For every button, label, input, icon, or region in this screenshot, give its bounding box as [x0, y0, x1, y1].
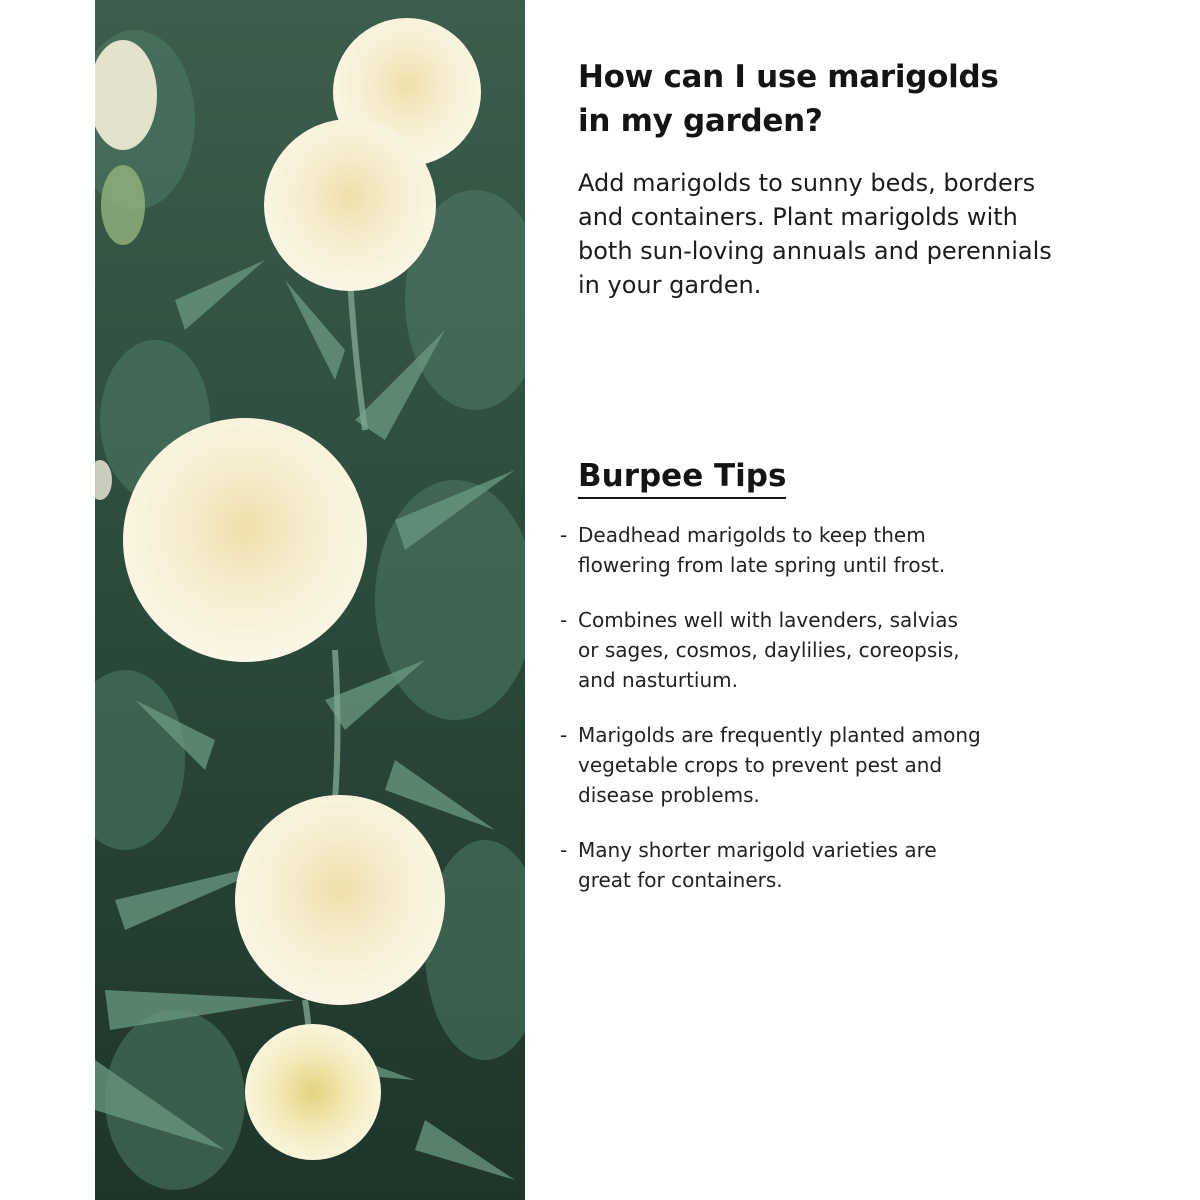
tip-bullet: - [560, 838, 568, 862]
tip-line: disease problems. [578, 783, 760, 807]
intro-line: and containers. Plant marigolds with [578, 203, 1018, 231]
marigold-flowers-image [95, 0, 525, 1200]
marigold-bloom-large [123, 418, 367, 662]
intro-line: in your garden. [578, 271, 762, 299]
marigold-photo [95, 0, 525, 1200]
title-line-2: in my garden? [578, 103, 823, 139]
tip-item [560, 720, 1120, 810]
tip-bullet: - [560, 608, 568, 632]
marigold-bloom-lower [235, 795, 445, 1005]
tip-bullet: - [560, 523, 568, 547]
tip-item [560, 605, 1120, 695]
tip-line: Marigolds are frequently planted among [578, 723, 981, 747]
intro-line: Add marigolds to sunny beds, borders [578, 169, 1036, 197]
tip-line: Deadhead marigolds to keep them [578, 523, 926, 547]
tips-list [560, 520, 1120, 895]
text-panel [560, 0, 1180, 1200]
tip-line: and nasturtium. [578, 668, 738, 692]
intro-paragraph [578, 166, 1138, 302]
tip-line: great for containers. [578, 868, 783, 892]
marigold-bloom-upper [264, 119, 436, 291]
tip-item [560, 835, 1120, 895]
title-line-1: How can I use marigolds [578, 59, 999, 95]
marigold-bloom-small [245, 1024, 381, 1160]
page-title [578, 55, 1138, 143]
tip-line: flowering from late spring until frost. [578, 553, 946, 577]
tip-line: or sages, cosmos, daylilies, coreopsis, [578, 638, 960, 662]
tip-item [560, 520, 1120, 580]
tip-line: Many shorter marigold varieties are [578, 838, 937, 862]
tip-line: vegetable crops to prevent pest and [578, 753, 943, 777]
intro-line: both sun-loving annuals and perennials [578, 237, 1052, 265]
tip-bullet: - [560, 723, 568, 747]
tips-heading: Burpee Tips [578, 455, 786, 499]
tip-line: Combines well with lavenders, salvias [578, 608, 958, 632]
